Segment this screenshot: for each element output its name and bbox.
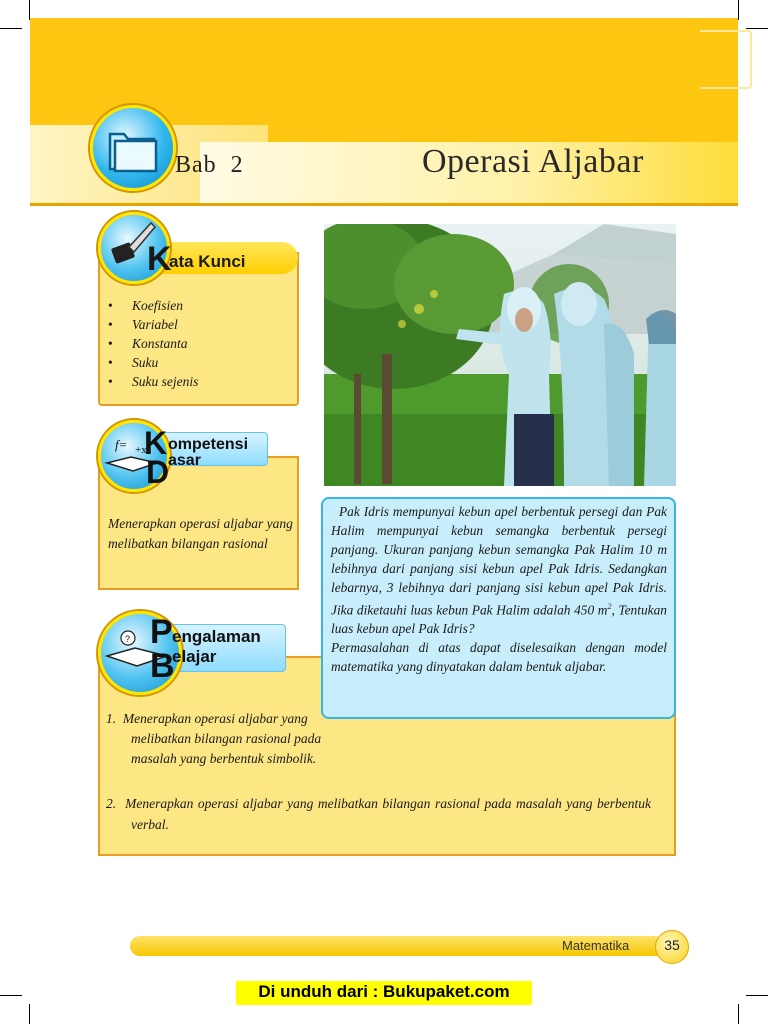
footer-subject: Matematika [562, 938, 630, 953]
kompetensi-heading: ompetensi [168, 436, 249, 453]
story-superscript: 2 [607, 602, 612, 611]
crop-mark [746, 28, 768, 29]
chapter-title: Operasi Aljabar [422, 143, 644, 180]
header-decoration [700, 30, 752, 89]
crop-mark [746, 995, 768, 996]
pengalaman-initial: P [150, 613, 173, 651]
belajar-heading: elajar [172, 647, 217, 666]
kata-kunci-heading: ata Kunci [169, 252, 246, 271]
problem-story-text [331, 502, 667, 676]
svg-text:?: ? [125, 634, 131, 644]
crop-mark [738, 1004, 739, 1024]
keyword-item: • Konstanta [108, 334, 198, 353]
svg-text:f=: f= [115, 437, 128, 452]
learning-item: 2. Menerapkan operasi aljabar yang melibatkan bilangan rasional pada masalah yang berbentuk verbal. [106, 796, 651, 832]
crop-mark [0, 995, 22, 996]
crop-mark [0, 28, 22, 29]
kompetensi-text: Menerapkan operasi aljabar yang melibatkan bilangan rasional [108, 516, 293, 551]
story-paragraph-2: Permasalahan di atas dapat diselesaikan dengan model matematika yang dinyatakan dalam bentuk aljabar. [331, 640, 667, 675]
keyword-item: • Suku [108, 353, 198, 372]
crop-mark [738, 0, 739, 20]
story-paragraph-1-end: , Tentukan luas kebun apel Pak Idris? [331, 602, 667, 637]
keyword-item: • Koefisien [108, 296, 198, 315]
dasar-initial: D [146, 454, 170, 490]
folder-icon [90, 105, 176, 191]
keyword-item: • Variabel [108, 315, 198, 334]
crop-mark [29, 1004, 30, 1024]
svg-text:+x: +x [135, 444, 147, 456]
learning-item: 1. Menerapkan operasi aljabar yang melibatkan bilangan rasional pada masalah yang berbentuk simbolik. [106, 711, 322, 766]
kompetensi-initial: K [144, 425, 168, 461]
orchard-photo [324, 224, 676, 486]
dasar-heading: asar [168, 452, 201, 469]
story-paragraph-1: Pak Idris mempunyai kebun apel berbentuk persegi dan Pak Halim mempunyai kebun semangka berbentuk persegi panjang. Ukuran panjang kebun semangka Pak Halim 10 m lebihnya dari panjang sisi kebun apel Pak Idris. Sedangkan lebarnya, 3 lebihnya dari panjang sisi kebun apel Pak Idris. Jika diketauhi luas kebun Pak Halim adalah 450 m [331, 504, 667, 618]
header-divider [30, 203, 738, 206]
kata-kunci-initial: K [147, 240, 172, 278]
page-number: 35 [664, 937, 680, 953]
chapter-label: Bab 2 [175, 152, 244, 178]
keyword-item: • Suku sejenis [108, 372, 198, 391]
source-text: Di unduh dari : Bukupaket.com [258, 982, 510, 1001]
crop-mark [29, 0, 30, 20]
pengalaman-heading: engalaman [172, 627, 261, 646]
belajar-initial: B [150, 647, 175, 685]
keyword-list [108, 296, 198, 391]
